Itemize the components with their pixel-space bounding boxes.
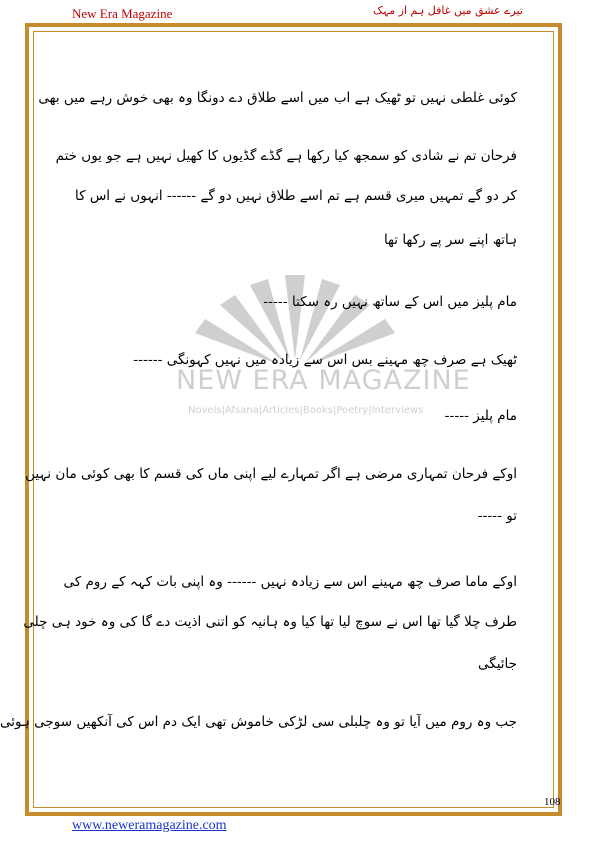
website-link[interactable]: www.neweramagazine.com <box>72 818 227 833</box>
body-line: مام پلیز میں اس کے ساتھ نہیں رہ سکتا ----- <box>263 294 517 310</box>
body-line: ہاتھ اپنے سر پے رکھا تھا <box>383 232 517 248</box>
body-line: اوکے ماما صرف چھ مہینے اس سے زیادہ نہیں ------ وہ اپنی بات کہہ کے روم کی <box>63 574 517 590</box>
body-line: جائیگی <box>478 656 517 672</box>
novel-title: تیرے عشق میں غافل ہم از مہک <box>372 4 523 17</box>
body-line: مام پلیز ----- <box>444 408 517 424</box>
body-line: جب وہ روم میں آیا تو وہ چلبلی سی لڑکی خاموش تھی ایک دم اس کی آنکھیں سوجی ہوئی <box>0 714 517 730</box>
body-line: اوکے فرحان تمہاری مرضی ہے اگر تمہارے لیے اپنی ماں کی قسم کا بھی کوئی مان نہیں <box>25 466 517 482</box>
body-line: کر دو گے تمہیں میری قسم ہے تم اسے طلاق نہیں دو گے ------ انہوں نے اس کا <box>75 188 517 204</box>
body-line: کوئی غلطی نہیں تو ٹھیک ہے اب میں اسے طلاق دے دونگا وہ بھی خوش رہے میں بھی <box>38 90 517 106</box>
watermark-subtitle: Novels|Afsana|Articles|Books|Poetry|Interviews <box>188 405 424 416</box>
page-number: 108 <box>544 796 561 808</box>
body-line: تو ----- <box>477 508 517 524</box>
body-line: ٹھیک ہے صرف چھ مہینے بس اس سے زیادہ میں نہیں کہونگی ------ <box>133 352 517 368</box>
body-line: طرف چلا گیا تھا اس نے سوچ لیا تھا کیا وہ ہانیہ کو اتنی اذیت دے گا کی وہ خود ہی چلی <box>23 614 517 630</box>
body-line: فرحان تم نے شادی کو سمجھ کیا رکھا ہے گڈے گڈیوں کا کھیل نہیں ہے جو یوں ختم <box>55 148 517 164</box>
watermark-title: NEW ERA MAGAZINE <box>176 365 471 396</box>
magazine-name: New Era Magazine <box>72 6 173 21</box>
